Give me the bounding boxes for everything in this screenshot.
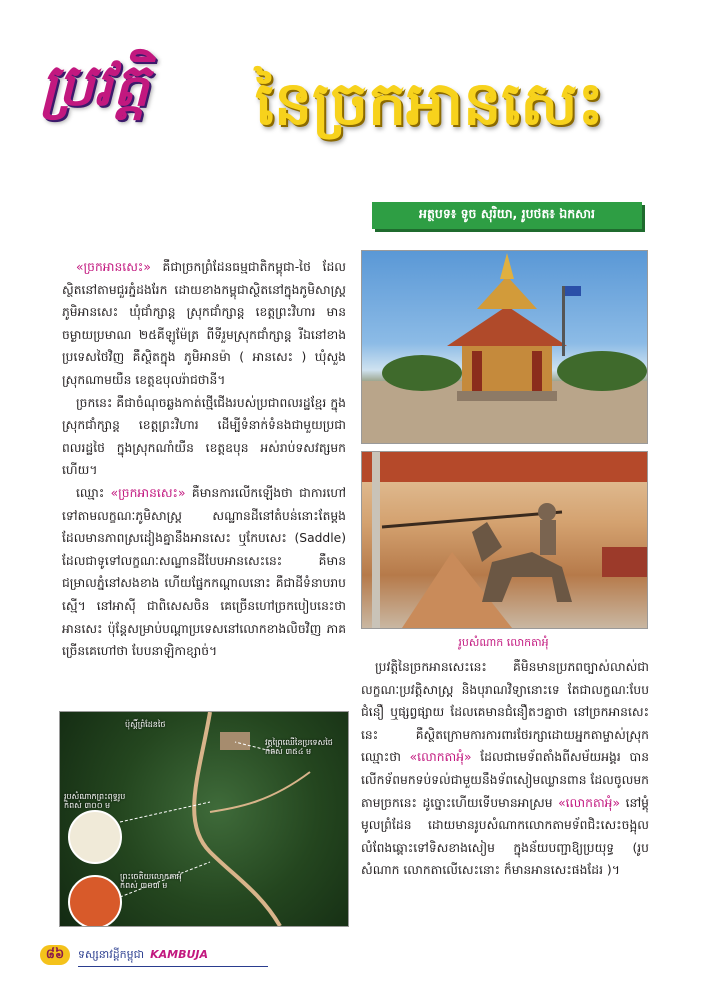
footer-divider (78, 966, 268, 967)
left-paragraph-3: ឈ្មោះ «ច្រកអានសេះ» គឺមានការលើកឡើងថា ជាការហៅទៅតាមលក្ខណៈភូមិសាស្ត្រ សណ្ឋានដីនៅតំបន់នោះតែម្តង ដែលមានភាពស្រដៀងគ្នានឹងអានសេះ ឬកែបសេះ (Saddle) ដែលជាទូទៅលក្ខណៈសណ្ឋានដីបែបអានសេះនេះ គឺមានជម្រាលភ្នំនៅសងខាង ហើយផ្នែកកណ្តាលនោះ គឺជាដីទំនាបរាបស្មើ។ នៅអាស៊ី ជាពិសេសចិន គេច្រើនហៅច្រកបៀបនេះថា អានសេះ ប៉ុន្តែសម្រាប់បណ្តាប្រទេសនៅលោកខាងលិចវិញ ភាគច្រើនគេហៅថា បែបនាឡិកាខ្សាច់។ (62, 485, 346, 659)
footer-magazine (78, 948, 208, 964)
highlight-term: «ច្រកអានសេះ» (76, 260, 151, 274)
byline-text: អត្ថបទ៖ ទូច សុរិយា, រូបថត៖ ឯកសារ (419, 206, 595, 221)
highlight-term: «លោកតាអុំ» (558, 795, 620, 810)
page-number: ៨៦ (40, 945, 70, 965)
pagoda-photo (361, 250, 648, 444)
left-paragraph-1: «ច្រកអានសេះ» គឺជាច្រកព្រំដែនធម្មជាតិកម្ពុជា-ថៃ ដែលស្ថិតនៅតាមជួរភ្នំដងរែក ដោយខាងកម្ពុជាស្ថិតនៅក្នុងភូមិសាស្ត្រ ភូមិអានសេះ ឃុំជាំក្សាន្ត ស្រុកជាំក្សាន្ត ខេត្តព្រះវិហារ មានចម្ងាយប្រមាណ ២៥គីឡូម៉ែត្រ ពីទីរួមស្រុកជាំក្សាន្ត រីឯនៅខាងប្រទេសថៃវិញ គឺស្ថិតក្នុង ភូមិអានម៉ា ( អានសេះ ) ឃុំសួង ស្រុកណាមយឺន ខេត្តឧបុលរ៉ាជថានី។ (62, 260, 346, 387)
title-part-2: នៃច្រកអានសេះ (255, 69, 604, 139)
map-label-khmer-pagoda: ព្រះចេតិយលោកតាអុំ កំពស់ ៣០៣ ម (120, 872, 182, 891)
magazine-brand: KAMBUJA (150, 948, 209, 961)
statue-caption: រូបសំណាក លោកតាអុំ (458, 636, 549, 649)
map-label-buddha: រូបសំណាកព្រះពុទ្ធរូប កំពស់ ៣០០ ម (64, 792, 126, 811)
highlight-term: «ច្រកអានសេះ» (110, 485, 186, 500)
left-paragraph-2: ច្រកនេះ គឺជាចំណុចឆ្លងកាត់ថ្មើជើងរបស់ប្រជាពលរដ្ឋខ្មែរ ក្នុងស្រុកជាំក្សាន្ត ខេត្តព្រះវិហារ ដើម្បីទំនាក់ទំនងជាមួយប្រជាពលរដ្ឋថៃ ក្នុងស្រុកណាំយឺន ខេត្តឧបុន អស់រាប់ទសវត្សមកហើយ។ (62, 395, 346, 478)
map-label-border: ប៉ុស្តិ៍ព្រំដែនថៃ (125, 720, 166, 729)
magazine-name: ទស្សនាវដ្តីកម្ពុជា (78, 948, 145, 961)
byline-banner (372, 202, 642, 229)
statue-photo (361, 451, 648, 629)
map-label-thai-pagoda: វត្តព្រៃឈើនៃប្រទេសថៃ កំពស់ ៣៥៤ ម (265, 738, 333, 757)
left-column (62, 256, 346, 663)
horse-statue-illustration (362, 452, 647, 628)
aerial-map-photo (59, 711, 349, 927)
right-paragraph-1: ប្រវត្តិនៃច្រកអានសេះនេះ គឺមិនមានប្រភពច្បាស់លាស់ជាលក្ខណៈប្រវត្តិសាស្ត្រ និងបុរាណវិទ្យានោះទេ តែជាលក្ខណៈបែបជំនឿ ឬផ្សព្វផ្សាយ ដែលគេមានជំនឿតៗគ្នាថា នៅច្រកអានសេះនេះ គឺស្ថិតក្រោមការការពារថែរក្សាដោយអ្នកតាម្ចាស់ស្រុក ឈ្មោះថា «លោកតាអុំ» ដែលជាមេទ័ពតាំងពីសម័យអង្គរ បានលើកទ័ពមកទប់ទល់ជាមួយនឹងទ័ពសៀមឈ្លានពាន ដែលចូលមកតាមច្រកនេះ ដូច្នោះហើយទើបមានអាស្រម «លោកតាអុំ» នៅម្តុំមូលព្រំដែន ដោយមានរូបសំណាកលោកតាមទ័ពជិះសេះចង្អុលលំពែងឆ្ពោះទៅទិសខាងសៀម ក្នុងន័យបញ្ជាឱ្យប្រយុទ្ធ (រូបសំណាក លោកតាលើសេះនោះ ក៏មានអានសេះផងដែរ )។ (361, 660, 649, 878)
right-column (361, 656, 649, 882)
title-part-1: ប្រវត្តិ (40, 51, 150, 119)
pagoda-illustration (362, 251, 647, 443)
highlight-term: «លោកតាអុំ» (409, 750, 472, 765)
